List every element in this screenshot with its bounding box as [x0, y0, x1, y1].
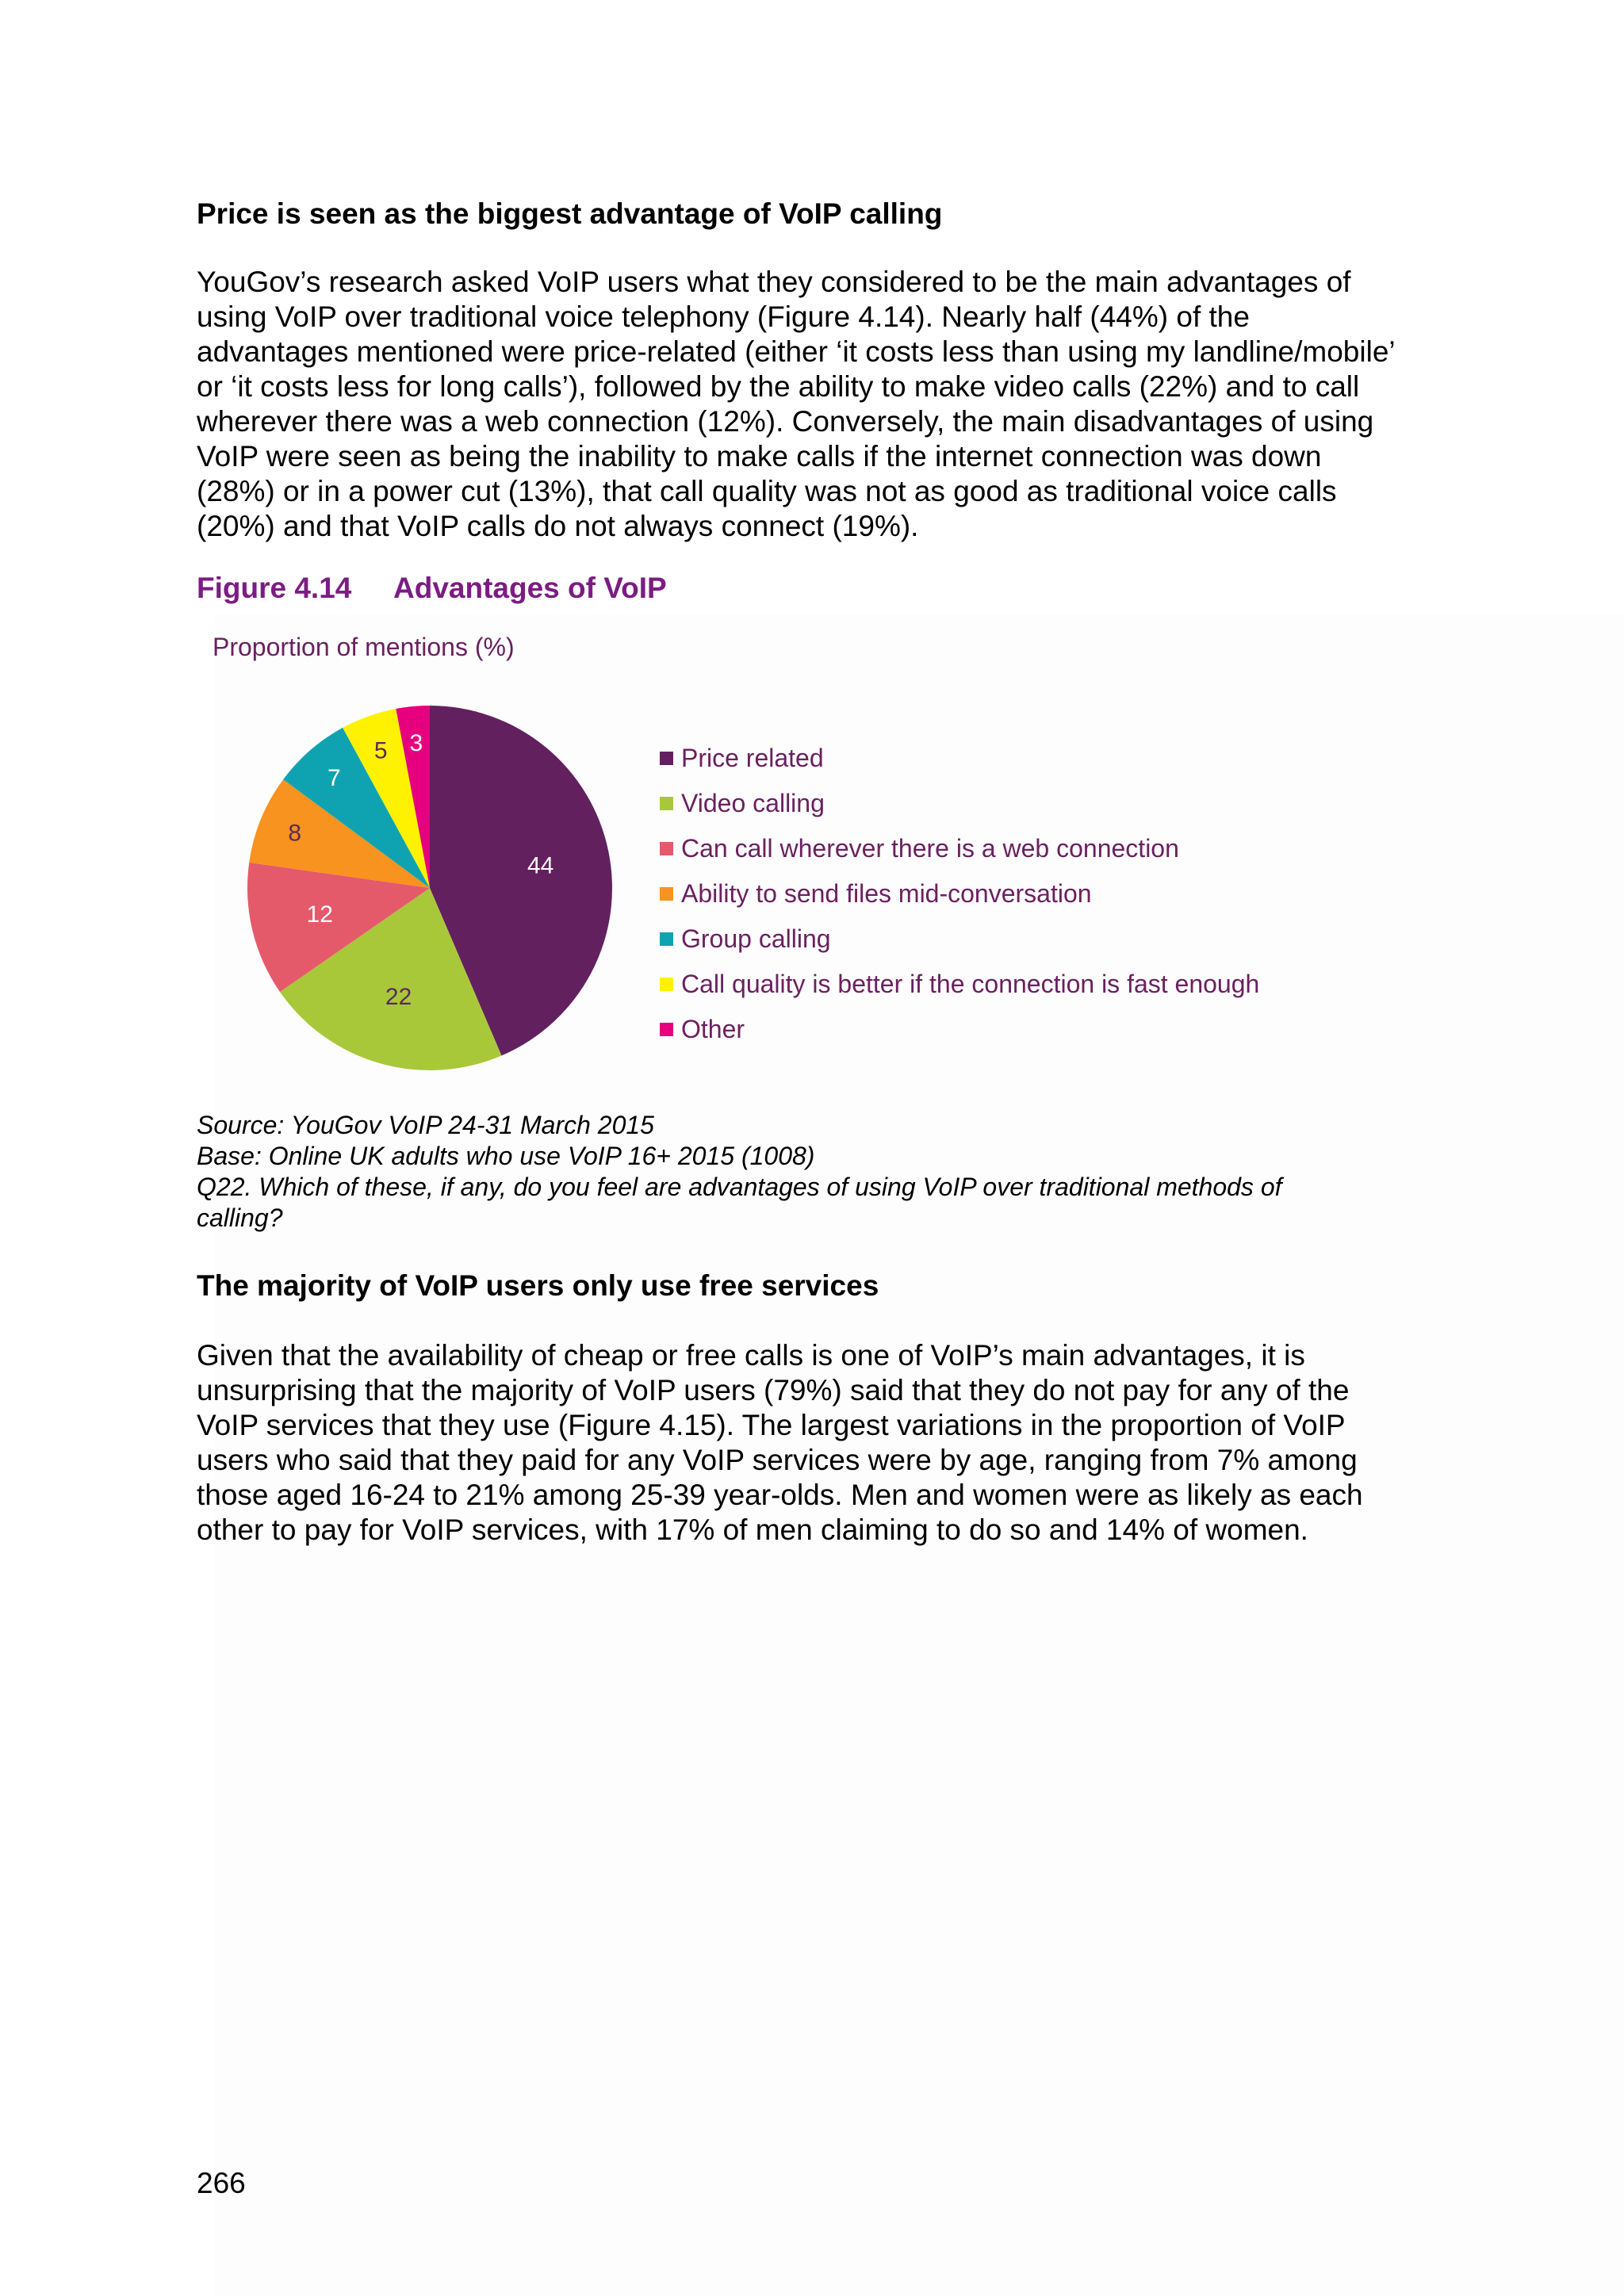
- paragraph-line: YouGov’s research asked VoIP users what they considered to be the main advantages of: [197, 266, 1351, 298]
- paragraph-line: (28%) or in a power cut (13%), that call quality was not as good as traditional voice calls: [197, 475, 1337, 507]
- paragraph-line: VoIP services that they use (Figure 4.15). The largest variations in the proportion of VoIP: [197, 1409, 1346, 1441]
- question-note: calling?: [197, 1203, 283, 1232]
- legend-label: Video calling: [681, 789, 825, 817]
- legend-label: Can call wherever there is a web connection: [681, 834, 1179, 863]
- legend-swatch: [660, 842, 673, 855]
- pie-chart: [230, 690, 642, 1086]
- body-paragraph: [197, 1338, 1442, 1548]
- paragraph-line: users who said that they paid for any VoIP services were by age, ranging from 7% among: [197, 1444, 1358, 1476]
- paragraph-line: unsurprising that the majority of VoIP users (79%) said that they do not pay for any of the: [197, 1374, 1350, 1406]
- paragraph-line: VoIP were seen as being the inability to make calls if the internet connection was down: [197, 440, 1322, 473]
- paragraph-line: wherever there was a web connection (12%). Conversely, the main disadvantages of using: [197, 405, 1374, 438]
- legend-swatch: [660, 797, 673, 810]
- paragraph-line: other to pay for VoIP services, with 17% of men claiming to do so and 14% of women.: [197, 1513, 1308, 1546]
- paragraph-line: or ‘it costs less for long calls’), followed by the ability to make video calls (22%) and to call: [197, 370, 1360, 403]
- slice-value-label: 3: [409, 729, 423, 756]
- slice-value-label: 12: [306, 901, 333, 928]
- legend-item: [660, 826, 1259, 871]
- legend-label: Ability to send files mid-conversation: [681, 879, 1092, 908]
- source-note: Source: YouGov VoIP 24-31 March 2015: [197, 1111, 654, 1139]
- paragraph-line: (20%) and that VoIP calls do not always connect (19%).: [197, 510, 919, 542]
- legend-swatch: [660, 752, 673, 765]
- slice-value-label: 22: [385, 984, 412, 1011]
- paragraph-line: those aged 16-24 to 21% among 25-39 year-olds. Men and women were as likely as each: [197, 1479, 1363, 1511]
- legend-item: [660, 916, 1259, 962]
- paragraph-line: using VoIP over traditional voice telephony (Figure 4.14). Nearly half (44%) of the: [197, 300, 1250, 333]
- legend-swatch: [660, 932, 673, 946]
- slice-value-label: 5: [373, 737, 388, 764]
- slice-value-label: 7: [327, 765, 341, 792]
- legend-label: Price related: [681, 744, 824, 772]
- paragraph-line: advantages mentioned were price-related (either ‘it costs less than using my landline/mobile’: [197, 335, 1396, 368]
- base-note: Base: Online UK adults who use VoIP 16+ 2015 (1008): [197, 1142, 815, 1170]
- paragraph-line: Given that the availability of cheap or free calls is one of VoIP’s main advantages, it is: [197, 1339, 1305, 1372]
- legend-item: [660, 1007, 1259, 1052]
- page-number: 266: [197, 2167, 246, 2199]
- chart-legend: [660, 736, 1259, 1052]
- intro-paragraph: [197, 265, 1442, 544]
- legend-item: [660, 781, 1259, 826]
- section-heading: The majority of VoIP users only use free services: [197, 1269, 879, 1302]
- slice-value-label: 44: [527, 852, 554, 879]
- legend-label: Call quality is better if the connection is fast enough: [681, 970, 1260, 998]
- legend-label: Group calling: [681, 924, 831, 953]
- figure-notes: [197, 1110, 1282, 1234]
- legend-item: [660, 736, 1259, 781]
- section-heading: Price is seen as the biggest advantage of VoIP calling: [197, 197, 943, 230]
- slice-value-label: 8: [288, 820, 302, 847]
- legend-swatch: [660, 978, 673, 991]
- legend-item: [660, 871, 1259, 916]
- chart-unit-label: Proportion of mentions (%): [213, 633, 515, 661]
- figure-title: Advantages of VoIP: [393, 572, 667, 604]
- legend-item: [660, 962, 1259, 1007]
- figure-number: Figure 4.14: [197, 572, 352, 604]
- question-note: Q22. Which of these, if any, do you feel are advantages of using VoIP over traditional methods of: [197, 1173, 1282, 1201]
- legend-swatch: [660, 887, 673, 901]
- legend-label: Other: [681, 1015, 745, 1043]
- legend-swatch: [660, 1023, 673, 1036]
